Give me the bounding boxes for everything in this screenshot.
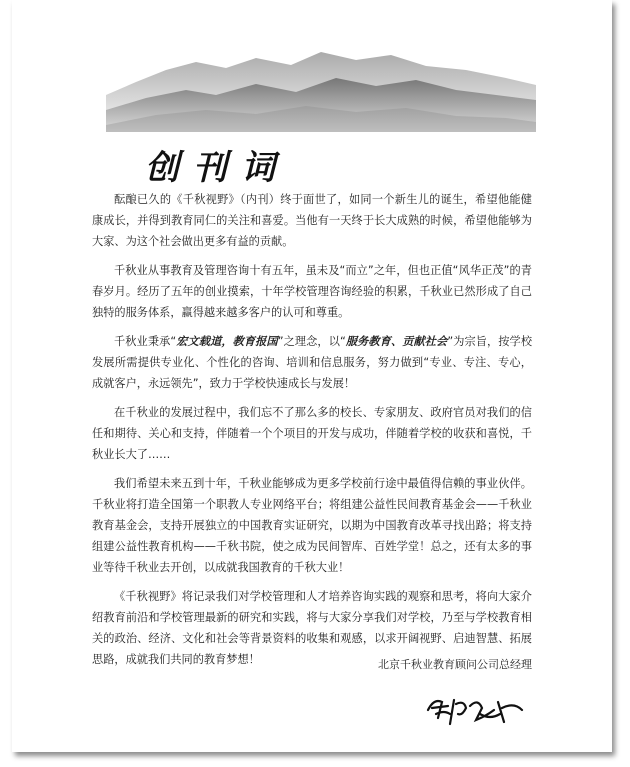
paragraph [92, 260, 532, 323]
paragraph-text: ”为宗旨，按学校发展所需提供专业化、个性化的咨询、培训和信息服务，努力做到“专业、专注、专心，成就客户，永远领先”，致力于学校快速成长与发展！ [92, 335, 533, 390]
paragraph [92, 331, 532, 394]
paragraph [92, 473, 532, 578]
paragraph-text: 酝酿已久的《千秋视野》（内刊）终于面世了，如同一个新生儿的诞生，希望他能健康成长，并得到教育同仁的关注和喜爱。当他有一天终于长大成熟的时候，希望他能够为大家、为这个社会做出更多有益的贡献。 [92, 193, 532, 248]
paragraph [92, 402, 532, 465]
article-body [92, 189, 532, 678]
paragraph-text: 《千秋视野》将记录我们对学校管理和人才培养咨询实践的观察和思考，将向大家介绍教育前沿和学校管理最新的研究和实践，将与大家分享我们对学校，乃至与学校教育相关的政治、经济、文化和社会等背景资料的收集和观感，以求开阔视野、启迪智慧、拓展思路，成就我们共同的教育梦想！ [92, 590, 532, 666]
paragraph [92, 189, 532, 252]
highlighted-phrase: 宏文载道，教育报国 [176, 334, 278, 348]
signature-title: 北京千秋业教育顾问公司总经理 [378, 658, 532, 671]
paragraph-text: 我们希望未来五到十年，千秋业能够成为更多学校前行途中最值得信赖的事业伙伴。千秋业将打造全国第一个职教人专业网络平台；将组建公益性民间教育基金会——千秋业教育基金会，支持开展独立的中国教育实证研究，以期为中国教育改革寻找出路；将支持组建公益性教育机构——千秋书院，使之成为民间智库、百姓学堂！总之，还有太多的事业等待千秋业去开创，以成就我国教育的千秋大业！ [92, 477, 532, 574]
paragraph-text: ”之理念，以“ [277, 335, 346, 348]
paragraph-text: 在千秋业的发展过程中，我们忘不了那么多的校长、专家朋友、政府官员对我们的信任和期待、关心和支持，伴随着一个个项目的开发与成功，伴随着学校的收获和喜悦，千秋业长大了…… [92, 406, 532, 461]
handwritten-signature [420, 680, 530, 730]
paragraph-text: 千秋业从事教育及管理咨询十有五年，虽未及“而立”之年，但也正值“风华正茂”的青春岁月。经历了五年的创业摸索，十年学校管理咨询经验的积累，千秋业已然形成了自己独特的服务体系，赢得越来越多客户的认可和尊重。 [92, 264, 532, 319]
highlighted-phrase: 服务教育、贡献社会 [345, 334, 448, 348]
ink-mountain-landscape [106, 40, 536, 140]
paragraph-text: 千秋业秉承“ [114, 335, 177, 348]
page-title: 创刊词 [145, 148, 289, 188]
